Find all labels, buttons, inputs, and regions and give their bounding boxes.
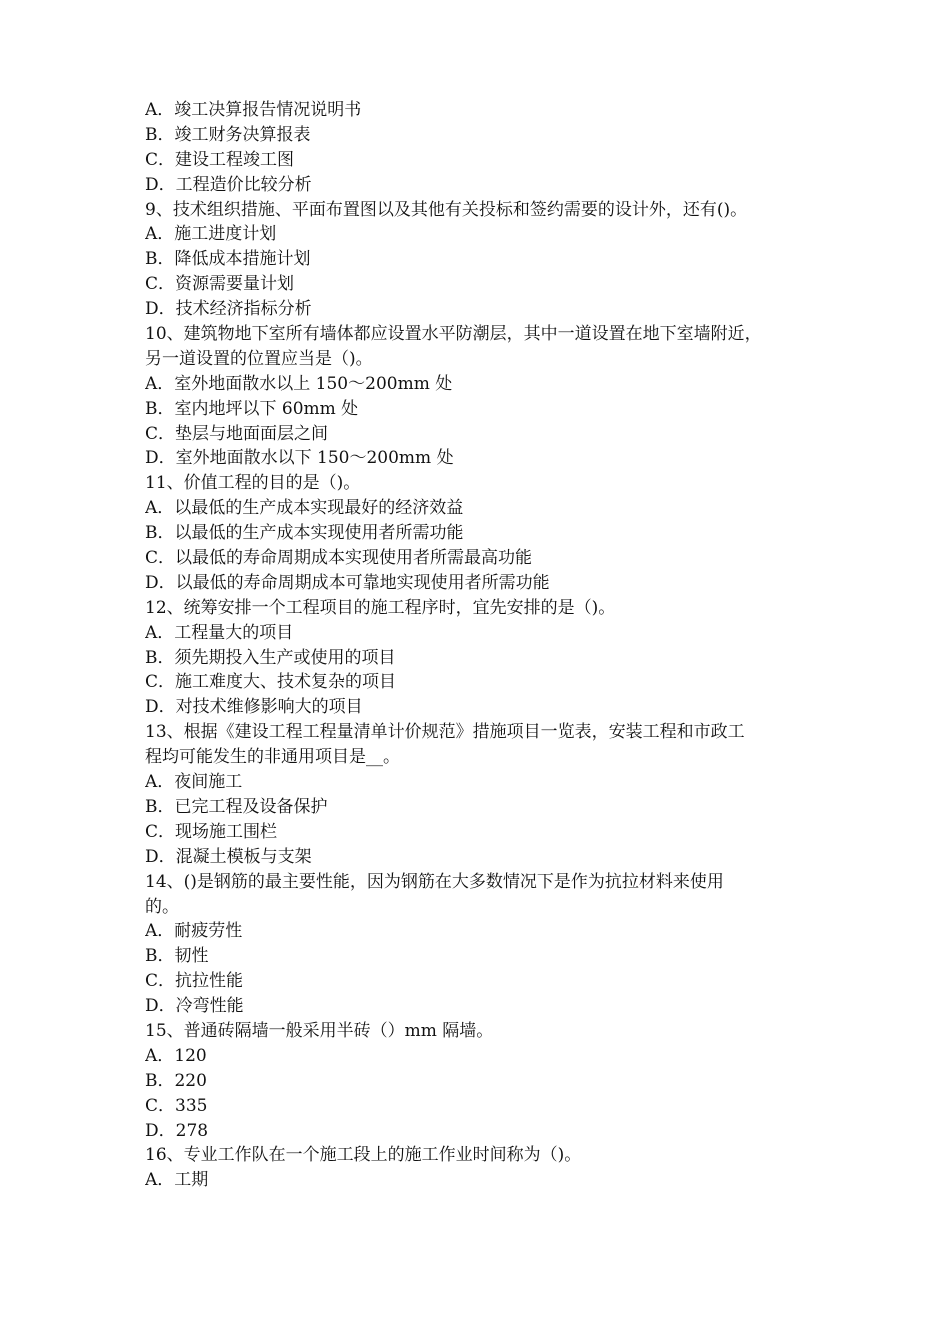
option-line: B．室内地坪以下 60mm 处 — [145, 398, 359, 419]
option-line: D．以最低的寿命周期成本可靠地实现使用者所需功能 — [145, 572, 550, 593]
option-line: C．抗拉性能 — [145, 971, 244, 992]
option-line: B．竣工财务决算报表 — [145, 124, 311, 145]
question-10: 10、建筑物地下室所有墙体都应设置水平防潮层，其中一道设置在地下室墙附近， — [145, 324, 762, 345]
question-9: 9、技术组织措施、平面布置图以及其他有关投标和签约需要的设计外，还有()。 — [145, 199, 748, 220]
question-13: 13、根据《建设工程工程量清单计价规范》措施项目一览表，安装工程和市政工 — [145, 722, 745, 743]
option-line: C．335 — [145, 1095, 208, 1116]
option-line: A．夜间施工 — [145, 772, 243, 793]
option-line: C．现场施工围栏 — [145, 821, 278, 842]
option-line: B．韧性 — [145, 946, 209, 967]
option-line: B．降低成本措施计划 — [145, 249, 311, 270]
option-line: A．120 — [145, 1045, 207, 1066]
option-line: D．冷弯性能 — [145, 996, 244, 1017]
option-line: A．室外地面散水以上 150～200mm 处 — [145, 373, 453, 394]
option-line: B．220 — [145, 1070, 207, 1091]
option-line: C．施工难度大、技术复杂的项目 — [145, 672, 397, 693]
option-line: D．混凝土模板与支架 — [145, 846, 312, 867]
option-line: A．工期 — [145, 1170, 209, 1191]
option-line: D．技术经济指标分析 — [145, 299, 312, 320]
option-line: D．室外地面散水以下 150～200mm 处 — [145, 448, 454, 469]
question-13-cont: 程均可能发生的非通用项目是__。 — [145, 747, 400, 768]
question-15: 15、普通砖隔墙一般采用半砖（）mm 隔墙。 — [145, 1020, 494, 1041]
option-line: A．竣工决算报告情况说明书 — [145, 100, 362, 120]
option-line: A．以最低的生产成本实现最好的经济效益 — [145, 498, 464, 519]
option-line: C．垫层与地面面层之间 — [145, 423, 329, 444]
option-line: D．278 — [145, 1120, 209, 1141]
document-page — [145, 98, 825, 1193]
question-12: 12、统筹安排一个工程项目的施工程序时，宜先安排的是（)。 — [145, 597, 616, 618]
option-line: D．对技术维修影响大的项目 — [145, 697, 363, 718]
question-11: 11、价值工程的目的是（)。 — [145, 473, 361, 494]
option-line: A．耐疲劳性 — [145, 921, 243, 942]
option-line: A．工程量大的项目 — [145, 622, 294, 643]
option-line: C．以最低的寿命周期成本实现使用者所需最高功能 — [145, 548, 533, 569]
question-10-cont: 另一道设置的位置应当是（)。 — [145, 348, 373, 369]
option-line: B．须先期投入生产或使用的项目 — [145, 647, 396, 668]
question-16: 16、专业工作队在一个施工段上的施工作业时间称为（)。 — [145, 1145, 582, 1166]
option-line: C．建设工程竣工图 — [145, 149, 295, 170]
option-line: C．资源需要量计划 — [145, 274, 295, 295]
question-14-cont: 的。 — [145, 896, 179, 917]
option-line: D．工程造价比较分析 — [145, 174, 312, 195]
option-line: B．以最低的生产成本实现使用者所需功能 — [145, 523, 464, 544]
option-line: A．施工进度计划 — [145, 224, 277, 245]
question-14: 14、()是钢筋的最主要性能，因为钢筋在大多数情况下是作为抗拉材料来使用 — [145, 871, 724, 892]
option-line: B．已完工程及设备保护 — [145, 796, 328, 817]
